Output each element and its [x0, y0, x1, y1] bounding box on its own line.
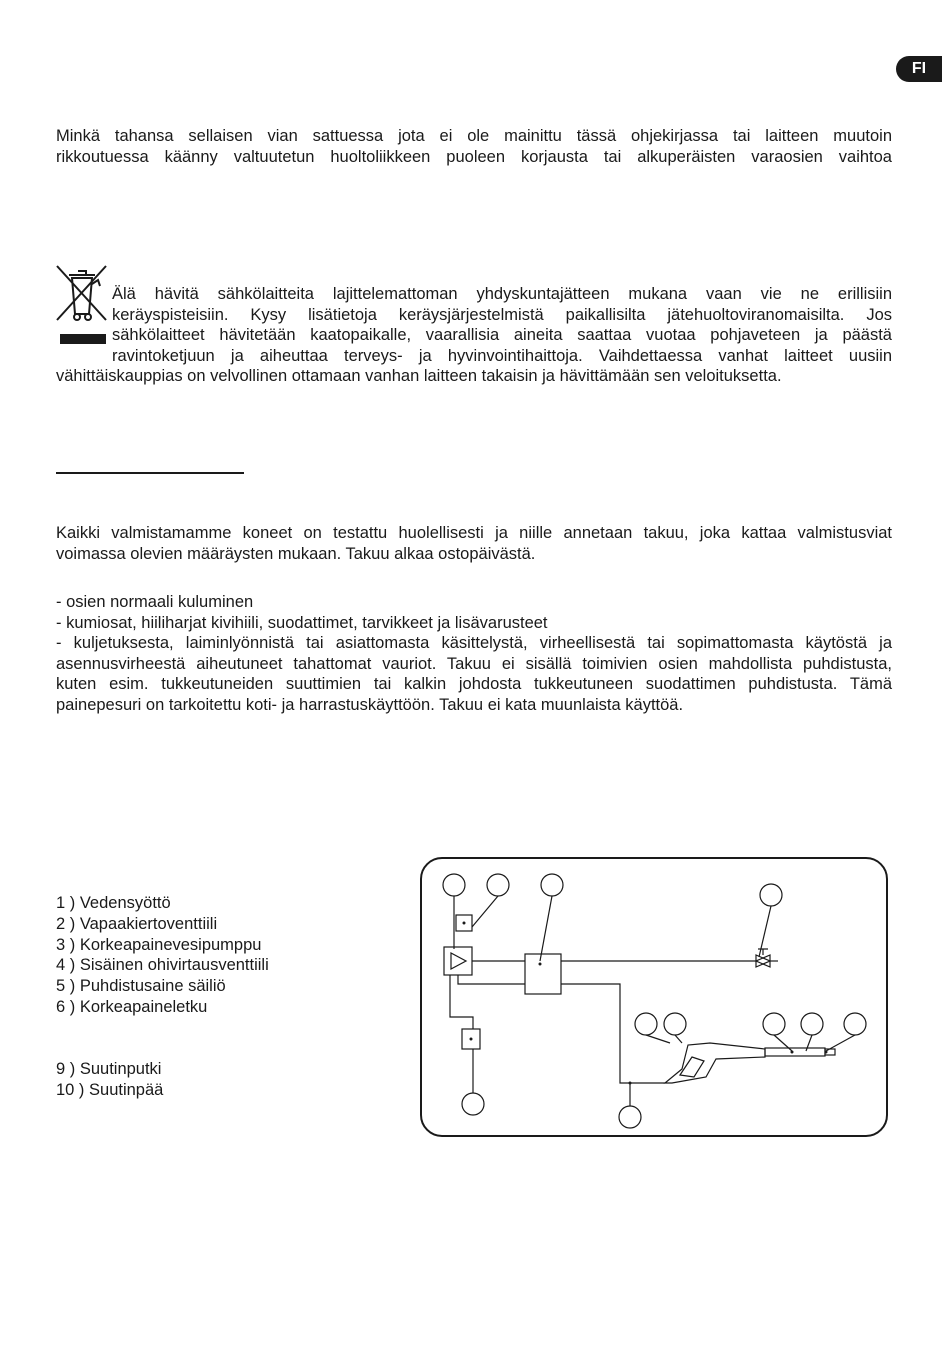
exclusion-line: - kuljetuksesta, laiminlyönnistä tai asiattomasta käsittelystä, virheellisestä tai sopimattomasta käytöstä ja — [56, 634, 892, 652]
exclusion-line: kuten esim. tukkeutuneiden suuttimien tai kalkin johdosta tukkeutuneen suodattimen puhdistusta. Tämä — [56, 675, 892, 693]
warranty-paragraph — [56, 523, 892, 564]
callout-circle — [443, 874, 465, 896]
exclusion-item: - osien normaali kuluminen — [56, 593, 254, 611]
exclusion-item: - kumiosat, hiiliharjat kivihiili, suodattimet, tarvikkeet ja lisävarusteet — [56, 613, 548, 632]
component-legend — [56, 893, 269, 1100]
section-divider — [56, 472, 244, 474]
callout-circle — [462, 1093, 484, 1115]
disposal-line: ravintoketjuun ja aiheuttaa terveys- ja hyvinvointihaittoja. Vaihdettaessa vanhat laitteet uusiin — [112, 346, 892, 365]
legend-item: 5 ) Puhdistusaine säiliö — [56, 977, 226, 996]
disposal-line: Älä hävitä sähkölaitteita lajittelemattoman yhdyskuntajätteen mukana vaan vie ne erillisiin — [112, 285, 892, 303]
callout-circle — [487, 874, 509, 896]
callout-circle — [541, 874, 563, 896]
callout-circle — [844, 1013, 866, 1035]
legend-item: 3 ) Korkeapainevesipumppu — [56, 935, 262, 954]
warranty-line-2: voimassa olevien määräysten mukaan. Takuu alkaa ostopäivästä. — [56, 544, 536, 563]
legend-item: 6 ) Korkeapaineletku — [56, 997, 208, 1016]
pressure-washer-schematic — [420, 857, 888, 1137]
disposal-line: keräyspisteisiin. Kysy lisätietoja keräysjärjestelmistä paikallisilta jätehuoltoviranomaisilta. Jos — [112, 305, 892, 324]
callout-circle — [801, 1013, 823, 1035]
legend-item: 9 ) Suutinputki — [56, 1059, 162, 1078]
legend-item: 1 ) Vedensyöttö — [56, 894, 171, 912]
legend-item: 4 ) Sisäinen ohivirtausventtiili — [56, 956, 269, 975]
disposal-line: vähittäiskauppias on velvollinen ottamaan vanhan laitteen takaisin ja hävittämään sen veloituksetta. — [56, 367, 782, 385]
exclusion-line: painepesuri on tarkoitettu koti- ja harrastuskäyttöön. Takuu ei kata muunlaista käyttöä. — [56, 695, 684, 714]
warranty-exclusions — [56, 592, 892, 715]
callout-circle — [635, 1013, 657, 1035]
service-line-1: Minkä tahansa sellaisen vian sattuessa jota ei ole mainittu tässä ohjekirjassa tai laitteen muutoin — [56, 127, 892, 145]
exclusion-line: asennusvirheestä aiheutuneet tahattomat vauriot. Takuu ei sisällä toimivien osien mahdollista puhdistusta, — [56, 654, 892, 673]
disposal-paragraph — [56, 284, 892, 387]
service-line-2: rikkoutuessa käänny valtuutetun huoltoliikkeen puoleen korjausta tai alkuperäisten varaosien vaihtoa — [56, 147, 892, 166]
service-paragraph — [56, 126, 892, 167]
disposal-line: sähkölaitteet hävitetään kaatopaikalle, vaarallisia aineita saattaa vuotaa pohjaveteen ja päästä — [112, 326, 892, 344]
callout-circle — [760, 884, 782, 906]
legend-item: 2 ) Vapaakiertoventtiili — [56, 914, 218, 933]
callout-circle — [619, 1106, 641, 1128]
callout-circle — [664, 1013, 686, 1035]
legend-item: 10 ) Suutinpää — [56, 1080, 164, 1099]
language-badge: FI — [896, 56, 942, 82]
callout-circle — [763, 1013, 785, 1035]
warranty-line-1: Kaikki valmistamamme koneet on testattu huolellisesti ja niille annetaan takuu, joka kattaa valmistusviat — [56, 524, 892, 542]
